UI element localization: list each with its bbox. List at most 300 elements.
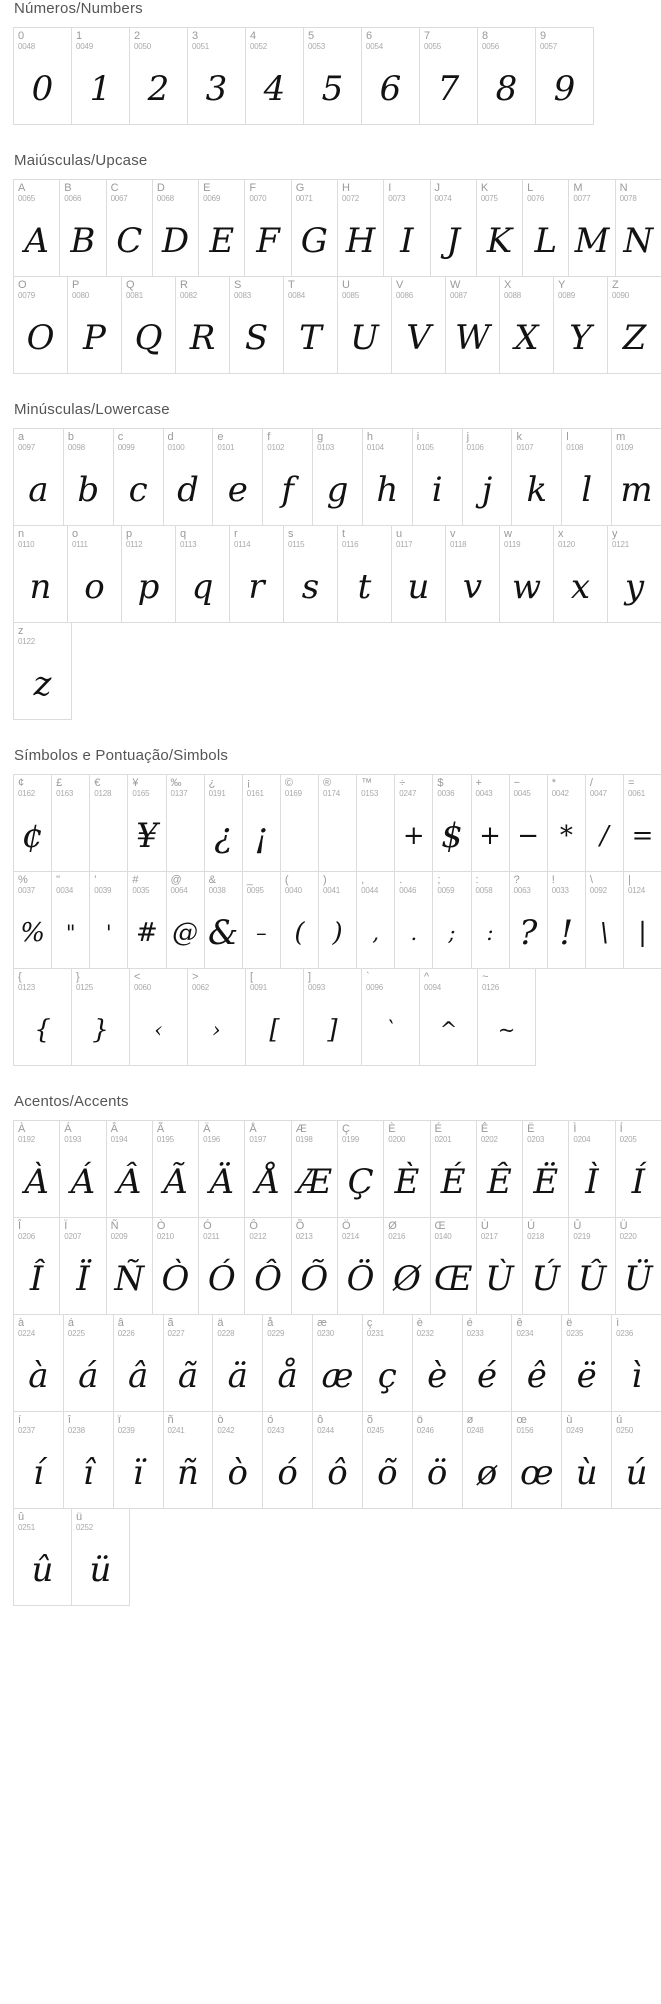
glyph-cell[interactable] xyxy=(129,968,188,1066)
glyph-code-label: 0233 xyxy=(466,1328,484,1338)
glyph-cell[interactable] xyxy=(244,1217,291,1315)
glyph-character-label: ¡ xyxy=(246,777,251,789)
glyph-preview xyxy=(319,803,356,869)
glyph-meta xyxy=(357,775,394,798)
glyph-cell[interactable] xyxy=(615,1217,661,1315)
glyph-cell[interactable] xyxy=(312,1411,363,1509)
glyph-cell[interactable] xyxy=(71,1508,130,1606)
glyph-cell[interactable] xyxy=(547,774,586,872)
glyph-cell[interactable] xyxy=(212,1314,263,1412)
glyph-preview: 6 xyxy=(379,69,402,109)
glyph-cell[interactable] xyxy=(63,428,114,526)
glyph-meta xyxy=(114,429,163,452)
glyph-cell[interactable] xyxy=(13,27,72,125)
glyph-cell[interactable] xyxy=(89,871,128,969)
glyph-cell[interactable] xyxy=(318,871,357,969)
glyph-cell[interactable] xyxy=(175,525,230,623)
glyph-cell[interactable] xyxy=(152,1120,199,1218)
glyph-cell[interactable] xyxy=(561,1411,612,1509)
glyph-meta xyxy=(14,28,71,51)
glyph-code-label: 0249 xyxy=(566,1425,584,1435)
glyph-cell[interactable] xyxy=(163,1411,214,1509)
glyph-character-label: ^ xyxy=(424,971,430,983)
glyph-cell[interactable] xyxy=(166,871,205,969)
glyph-cell[interactable] xyxy=(51,871,90,969)
glyph-meta xyxy=(14,1315,63,1338)
glyph-meta xyxy=(246,969,303,992)
glyph-character-label: l xyxy=(566,431,569,443)
glyph-cell[interactable] xyxy=(553,276,608,374)
glyph-cell[interactable] xyxy=(13,774,52,872)
glyph-cell[interactable] xyxy=(499,276,554,374)
glyph-cell[interactable] xyxy=(509,871,548,969)
glyph-row xyxy=(13,774,661,872)
glyph-character-label: 7 xyxy=(424,30,431,42)
glyph-cell[interactable] xyxy=(476,1217,523,1315)
glyph-code-label: 0237 xyxy=(18,1425,35,1435)
glyph-cell[interactable] xyxy=(394,774,433,872)
glyph-character-label: Ã xyxy=(156,1123,165,1135)
glyph-code-label: 0163 xyxy=(56,788,74,798)
glyph-cell[interactable] xyxy=(198,1217,245,1315)
glyph-meta xyxy=(548,872,585,895)
glyph-cell[interactable] xyxy=(187,968,246,1066)
glyph-meta xyxy=(60,180,105,203)
glyph-cell[interactable] xyxy=(522,1120,569,1218)
glyph-row xyxy=(13,1411,661,1509)
glyph-cell[interactable] xyxy=(522,1217,569,1315)
glyph-code-label: 0033 xyxy=(551,885,569,895)
glyph-cell[interactable] xyxy=(611,1411,661,1509)
glyph-meta xyxy=(512,1315,561,1338)
glyph-cell[interactable] xyxy=(361,968,420,1066)
glyph-meta xyxy=(500,277,553,300)
glyph-code-label: 0110 xyxy=(18,539,35,549)
glyph-cell[interactable] xyxy=(391,276,446,374)
glyph-cell[interactable] xyxy=(615,1120,661,1218)
glyph-cell[interactable] xyxy=(13,1120,60,1218)
glyph-character-label: ï xyxy=(117,1414,121,1426)
glyph-cell[interactable] xyxy=(607,525,661,623)
glyph-cell[interactable] xyxy=(106,1120,153,1218)
glyph-code-label: 0108 xyxy=(566,442,584,452)
glyph-cell[interactable] xyxy=(585,871,624,969)
glyph-character-label: y xyxy=(612,528,618,540)
glyph-code-label: 0161 xyxy=(246,788,264,798)
glyph-cell[interactable] xyxy=(615,179,661,277)
glyph-cell[interactable] xyxy=(511,1314,562,1412)
glyph-cell[interactable] xyxy=(71,968,130,1066)
glyph-cell[interactable] xyxy=(283,276,338,374)
glyph-cell[interactable] xyxy=(175,276,230,374)
glyph-cell[interactable] xyxy=(412,428,463,526)
glyph-preview: W xyxy=(455,318,490,358)
glyph-meta xyxy=(523,180,568,203)
glyph-cell[interactable] xyxy=(394,871,433,969)
glyph-cell[interactable] xyxy=(13,871,52,969)
glyph-preview: J xyxy=(446,221,460,261)
glyph-cell[interactable] xyxy=(13,1314,64,1412)
glyph-code-label: 0092 xyxy=(589,885,607,895)
glyph-preview: 8 xyxy=(495,69,518,109)
glyph-character-label: # xyxy=(132,874,139,886)
glyph-cell[interactable] xyxy=(63,1411,114,1509)
glyph-character-label: à xyxy=(18,1317,25,1329)
glyph-cell[interactable] xyxy=(121,525,176,623)
glyph-code-label: 0097 xyxy=(18,442,35,452)
glyph-cell[interactable] xyxy=(419,968,478,1066)
glyph-cell[interactable] xyxy=(318,774,357,872)
glyph-preview: ì xyxy=(631,1356,642,1396)
glyph-cell[interactable] xyxy=(337,1120,384,1218)
glyph-preview: l xyxy=(581,470,593,510)
glyph-code-label: 0213 xyxy=(295,1231,313,1241)
glyph-preview: ¡ xyxy=(254,816,269,856)
glyph-preview: . xyxy=(410,920,418,945)
glyph-cell[interactable] xyxy=(535,27,594,125)
glyph-cell[interactable] xyxy=(262,1411,313,1509)
glyph-cell[interactable] xyxy=(607,276,661,374)
glyph-cell[interactable] xyxy=(477,27,536,125)
glyph-cell[interactable] xyxy=(499,525,554,623)
glyph-cell[interactable] xyxy=(198,1120,245,1218)
glyph-cell[interactable] xyxy=(13,1217,60,1315)
glyph-cell[interactable] xyxy=(51,774,90,872)
glyph-code-label: 0048 xyxy=(18,41,35,51)
glyph-cell[interactable] xyxy=(445,276,500,374)
glyph-preview: a xyxy=(28,470,49,510)
glyph-preview: ( xyxy=(294,918,305,948)
glyph-cell[interactable] xyxy=(432,871,471,969)
glyph-preview: ¥ xyxy=(136,816,158,856)
glyph-cell[interactable] xyxy=(242,774,281,872)
glyph-meta xyxy=(14,872,51,895)
glyph-cell[interactable] xyxy=(59,179,106,277)
glyph-cell[interactable] xyxy=(152,179,199,277)
glyph-cell[interactable] xyxy=(568,179,615,277)
glyph-meta xyxy=(68,526,121,549)
glyph-cell[interactable] xyxy=(462,1411,513,1509)
glyph-cell[interactable] xyxy=(13,525,68,623)
glyph-code-label: 0103 xyxy=(317,442,335,452)
glyph-character-label: â xyxy=(117,1317,124,1329)
glyph-preview: H xyxy=(345,221,376,261)
glyph-meta xyxy=(128,775,165,798)
glyph-cell[interactable] xyxy=(245,968,304,1066)
glyph-code-label: 0064 xyxy=(170,885,188,895)
glyph-cell[interactable] xyxy=(13,1411,64,1509)
glyph-cell[interactable] xyxy=(337,1217,384,1315)
glyph-cell[interactable] xyxy=(152,1217,199,1315)
glyph-code-label: 0225 xyxy=(67,1328,85,1338)
glyph-cell[interactable] xyxy=(430,1120,477,1218)
glyph-cell[interactable] xyxy=(561,428,612,526)
glyph-character-label: m xyxy=(616,431,626,443)
glyph-cell[interactable] xyxy=(242,871,281,969)
glyph-cell[interactable] xyxy=(13,428,64,526)
glyph-cell[interactable] xyxy=(244,1120,291,1218)
glyph-grid xyxy=(13,774,661,1066)
glyph-meta xyxy=(205,775,242,798)
glyph-character-label: = xyxy=(628,777,635,789)
glyph-code-label: 0214 xyxy=(341,1231,359,1241)
glyph-cell[interactable] xyxy=(471,871,510,969)
glyph-code-label: 0035 xyxy=(132,885,150,895)
glyph-character-label: Í xyxy=(619,1123,623,1135)
glyph-cell[interactable] xyxy=(362,1411,413,1509)
glyph-meta xyxy=(586,775,623,798)
glyph-cell[interactable] xyxy=(356,871,395,969)
glyph-cell[interactable] xyxy=(383,1120,430,1218)
glyph-cell[interactable] xyxy=(13,622,72,720)
glyph-cell[interactable] xyxy=(166,774,205,872)
glyph-preview: Ü xyxy=(623,1259,653,1299)
glyph-cell[interactable] xyxy=(63,1314,114,1412)
glyph-preview: X xyxy=(514,318,539,358)
glyph-meta xyxy=(395,872,432,895)
glyph-preview: Î xyxy=(29,1259,44,1299)
glyph-meta xyxy=(612,429,661,452)
glyph-preview: é xyxy=(476,1356,498,1396)
glyph-preview: 4 xyxy=(263,69,286,109)
glyph-cell[interactable] xyxy=(127,774,166,872)
glyph-cell[interactable] xyxy=(585,774,624,872)
glyph-cell[interactable] xyxy=(280,871,319,969)
glyph-cell[interactable] xyxy=(623,774,661,872)
glyph-meta xyxy=(199,1121,244,1144)
glyph-cell[interactable] xyxy=(511,1411,562,1509)
glyph-preview: * xyxy=(559,821,573,851)
glyph-preview xyxy=(90,803,127,869)
glyph-cell[interactable] xyxy=(89,774,128,872)
glyph-cell[interactable] xyxy=(262,1314,313,1412)
glyph-character-label: ÷ xyxy=(399,777,406,789)
glyph-section xyxy=(0,747,661,1066)
glyph-cell[interactable] xyxy=(303,968,362,1066)
glyph-code-label: 0204 xyxy=(573,1134,591,1144)
glyph-cell[interactable] xyxy=(129,27,188,125)
glyph-code-label: 0121 xyxy=(612,539,629,549)
glyph-cell[interactable] xyxy=(383,1217,430,1315)
glyph-cell[interactable] xyxy=(361,27,420,125)
glyph-cell[interactable] xyxy=(204,774,243,872)
glyph-meta xyxy=(304,28,361,51)
glyph-preview: Æ xyxy=(297,1162,332,1202)
glyph-cell[interactable] xyxy=(445,525,500,623)
glyph-cell[interactable] xyxy=(106,179,153,277)
glyph-preview: q xyxy=(191,567,214,607)
glyph-cell[interactable] xyxy=(611,428,661,526)
glyph-cell[interactable] xyxy=(291,179,338,277)
glyph-cell[interactable] xyxy=(59,1120,106,1218)
glyph-cell[interactable] xyxy=(462,1314,513,1412)
glyph-meta xyxy=(624,775,661,798)
glyph-cell[interactable] xyxy=(391,525,446,623)
glyph-preview: Y xyxy=(569,318,592,358)
glyph-meta xyxy=(569,1121,614,1144)
glyph-meta xyxy=(554,277,607,300)
glyph-cell[interactable] xyxy=(113,428,164,526)
glyph-preview: ‹ xyxy=(154,1017,163,1042)
glyph-cell[interactable] xyxy=(13,179,60,277)
glyph-cell[interactable] xyxy=(362,428,413,526)
glyph-cell[interactable] xyxy=(337,179,384,277)
glyph-meta xyxy=(164,1315,213,1338)
glyph-code-label: 0119 xyxy=(504,539,521,549)
glyph-cell[interactable] xyxy=(212,1411,263,1509)
glyph-preview: i xyxy=(431,470,443,510)
glyph-cell[interactable] xyxy=(67,276,122,374)
glyph-code-label: 0126 xyxy=(482,982,499,992)
glyph-meta xyxy=(176,526,229,549)
glyph-character-label: å xyxy=(267,1317,274,1329)
glyph-cell[interactable] xyxy=(471,774,510,872)
glyph-code-label: 0195 xyxy=(156,1134,174,1144)
glyph-meta xyxy=(72,969,129,992)
glyph-code-label: 0212 xyxy=(249,1231,267,1241)
glyph-cell[interactable] xyxy=(283,525,338,623)
glyph-character-label: ä xyxy=(217,1317,224,1329)
glyph-code-label: 0218 xyxy=(527,1231,545,1241)
glyph-cell[interactable] xyxy=(547,871,586,969)
glyph-cell[interactable] xyxy=(356,774,395,872)
glyph-cell[interactable] xyxy=(337,525,392,623)
glyph-cell[interactable] xyxy=(432,774,471,872)
glyph-character-label: { xyxy=(18,971,22,983)
glyph-preview: È xyxy=(394,1162,420,1202)
glyph-character-label: F xyxy=(249,182,257,194)
glyph-cell[interactable] xyxy=(568,1120,615,1218)
glyph-cell[interactable] xyxy=(462,428,513,526)
glyph-character-label: Ø xyxy=(388,1220,397,1232)
glyph-cell[interactable] xyxy=(163,428,214,526)
glyph-character-label: ñ xyxy=(167,1414,174,1426)
glyph-meta xyxy=(384,180,429,203)
glyph-cell[interactable] xyxy=(13,276,68,374)
glyph-cell[interactable] xyxy=(212,428,263,526)
glyph-section xyxy=(0,1093,661,1606)
glyph-cell[interactable] xyxy=(291,1120,338,1218)
glyph-cell[interactable] xyxy=(477,968,536,1066)
glyph-cell[interactable] xyxy=(198,179,245,277)
glyph-meta xyxy=(213,1412,262,1435)
glyph-cell[interactable] xyxy=(568,1217,615,1315)
glyph-meta xyxy=(500,526,553,549)
glyph-meta xyxy=(608,277,661,300)
glyph-cell[interactable] xyxy=(163,1314,214,1412)
glyph-cell[interactable] xyxy=(412,1411,463,1509)
glyph-preview: V xyxy=(406,318,431,358)
glyph-cell[interactable] xyxy=(280,774,319,872)
glyph-cell[interactable] xyxy=(362,1314,413,1412)
glyph-meta xyxy=(338,1218,383,1241)
glyph-code-label: 0065 xyxy=(18,193,35,203)
glyph-cell[interactable] xyxy=(245,27,304,125)
glyph-cell[interactable] xyxy=(229,276,284,374)
glyph-cell[interactable] xyxy=(67,525,122,623)
glyph-cell[interactable] xyxy=(204,871,243,969)
glyph-cell[interactable] xyxy=(312,428,363,526)
glyph-cell[interactable] xyxy=(553,525,608,623)
glyph-cell[interactable] xyxy=(262,428,313,526)
glyph-meta xyxy=(612,1315,661,1338)
glyph-preview: R xyxy=(189,318,216,358)
glyph-cell[interactable] xyxy=(71,27,130,125)
glyph-cell[interactable] xyxy=(509,774,548,872)
glyph-cell[interactable] xyxy=(430,179,477,277)
glyph-section xyxy=(0,0,661,125)
glyph-cell[interactable] xyxy=(412,1314,463,1412)
glyph-meta xyxy=(14,526,67,549)
glyph-cell[interactable] xyxy=(291,1217,338,1315)
glyph-preview: − xyxy=(517,821,540,851)
glyph-meta xyxy=(263,429,312,452)
glyph-cell[interactable] xyxy=(13,1508,72,1606)
glyph-cell[interactable] xyxy=(59,1217,106,1315)
glyph-cell[interactable] xyxy=(561,1314,612,1412)
glyph-cell[interactable] xyxy=(106,1217,153,1315)
glyph-cell[interactable] xyxy=(611,1314,661,1412)
glyph-character-label: q xyxy=(180,528,187,540)
glyph-cell[interactable] xyxy=(127,871,166,969)
glyph-preview: ] xyxy=(327,1015,338,1045)
glyph-character-label: > xyxy=(192,971,199,983)
glyph-cell[interactable] xyxy=(312,1314,363,1412)
glyph-cell[interactable] xyxy=(113,1411,164,1509)
glyph-meta xyxy=(586,872,623,895)
glyph-cell[interactable] xyxy=(121,276,176,374)
glyph-character-label: Ò xyxy=(156,1220,166,1232)
glyph-character-label: ò xyxy=(217,1414,224,1426)
glyph-cell[interactable] xyxy=(303,27,362,125)
glyph-code-label: 0246 xyxy=(416,1425,434,1435)
section-title: Números/Numbers xyxy=(14,0,143,17)
glyph-cell[interactable] xyxy=(383,179,430,277)
glyph-cell[interactable] xyxy=(244,179,291,277)
glyph-preview: ï xyxy=(132,1453,144,1493)
glyph-code-label: 0096 xyxy=(366,982,383,992)
glyph-cell[interactable] xyxy=(113,1314,164,1412)
glyph-cell[interactable] xyxy=(623,871,661,969)
glyph-code-label: 0156 xyxy=(516,1425,534,1435)
glyph-cell[interactable] xyxy=(476,1120,523,1218)
glyph-cell[interactable] xyxy=(522,179,569,277)
glyph-preview: Q xyxy=(134,318,163,358)
glyph-meta xyxy=(199,180,244,203)
glyph-code-label: 0057 xyxy=(540,41,557,51)
glyph-preview: Ò xyxy=(161,1259,190,1299)
glyph-meta xyxy=(472,872,509,895)
glyph-meta xyxy=(478,28,535,51)
glyph-cell[interactable] xyxy=(419,27,478,125)
glyph-code-label: 0113 xyxy=(180,539,197,549)
glyph-preview: I xyxy=(400,221,414,261)
glyph-cell[interactable] xyxy=(337,276,392,374)
glyph-meta xyxy=(284,526,337,549)
glyph-preview xyxy=(357,803,394,869)
glyph-code-label: 0089 xyxy=(558,290,575,300)
glyph-cell[interactable] xyxy=(229,525,284,623)
glyph-character-label: k xyxy=(516,431,522,443)
glyph-preview: Ë xyxy=(533,1162,559,1202)
glyph-meta xyxy=(362,969,419,992)
glyph-cell[interactable] xyxy=(187,27,246,125)
glyph-cell[interactable] xyxy=(13,968,72,1066)
glyph-cell[interactable] xyxy=(476,179,523,277)
glyph-cell[interactable] xyxy=(430,1217,477,1315)
glyph-cell[interactable] xyxy=(511,428,562,526)
glyph-preview: ^ xyxy=(439,1017,458,1042)
